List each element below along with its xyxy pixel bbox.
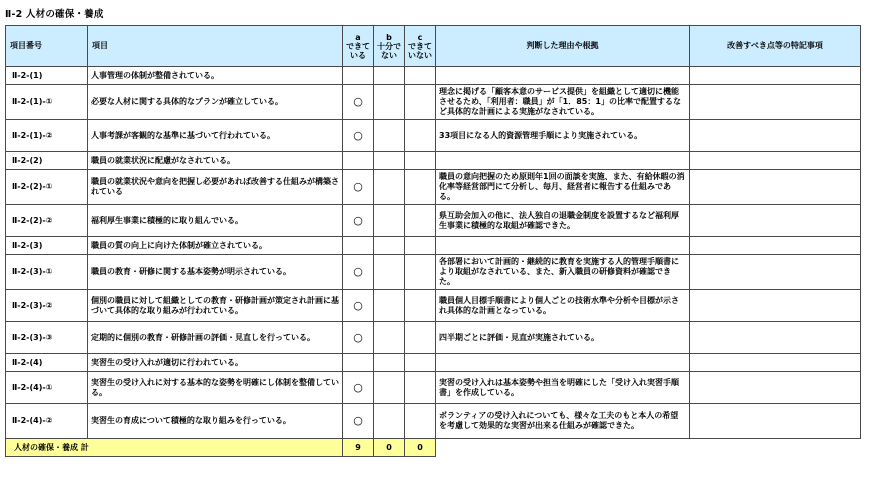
- header-row: [6, 26, 861, 67]
- total-label: 人材の確保・養成 計: [6, 439, 343, 457]
- mark-a: ○: [343, 85, 374, 120]
- header-a-line2: いる: [350, 50, 366, 60]
- mark-b: [374, 85, 405, 120]
- row-id: Ⅱ-2-(3): [6, 237, 88, 255]
- table-row: [6, 255, 861, 290]
- mark-c: [405, 85, 436, 120]
- table-row: [6, 120, 861, 152]
- mark-c: [405, 372, 436, 404]
- mark-a: ○: [343, 404, 374, 439]
- total-row: [6, 439, 861, 457]
- section-title: Ⅱ-2 人材の確保・養成: [5, 9, 104, 20]
- mark-c: [405, 354, 436, 372]
- mark-a: [343, 152, 374, 170]
- row-text: 必要な人材に関する具体的なプランが確立している。: [88, 85, 343, 120]
- mark-b: [374, 404, 405, 439]
- mark-c: [405, 255, 436, 290]
- header-id: 項目番号: [6, 26, 88, 67]
- mark-a: [343, 237, 374, 255]
- mark-a: ○: [343, 205, 374, 237]
- row-improve: [690, 404, 861, 439]
- row-reason: 各部署において計画的・継続的に教育を実施する人的管理手順書により取組がなされている、また、新入職員の研修資料が確認できた。: [436, 255, 690, 290]
- header-c-line1: できて: [408, 41, 432, 51]
- mark-b: [374, 237, 405, 255]
- mark-b: [374, 322, 405, 354]
- row-id: Ⅱ-2-(4)-①: [6, 372, 88, 404]
- row-id: Ⅱ-2-(1)-①: [6, 85, 88, 120]
- row-id: Ⅱ-2-(3)-②: [6, 290, 88, 322]
- mark-c: [405, 152, 436, 170]
- row-improve: [690, 354, 861, 372]
- row-reason: 職員個人目標手順書により個人ごとの技術水準や分析や目標が示され具体的な計画となっている。: [436, 290, 690, 322]
- row-text: 職員の就業状況や意向を把握し必要があれば改善する仕組みが構築されている: [88, 170, 343, 205]
- row-text: 職員の教育・研修に関する基本姿勢が明示されている。: [88, 255, 343, 290]
- total-a: 9: [343, 439, 374, 457]
- header-a: [343, 26, 374, 67]
- total-b: 0: [374, 439, 405, 457]
- row-text: 福利厚生事業に積極的に取り組んでいる。: [88, 205, 343, 237]
- mark-a: [343, 67, 374, 85]
- row-reason: [436, 354, 690, 372]
- row-text: 個別の職員に対して組織としての教育・研修計画が策定され計画に基づいて具体的な取り組みが行われている。: [88, 290, 343, 322]
- table-row: [6, 354, 861, 372]
- row-text: 実習生の育成について積極的な取り組みを行っている。: [88, 404, 343, 439]
- mark-b: [374, 152, 405, 170]
- mark-b: [374, 290, 405, 322]
- mark-b: [374, 170, 405, 205]
- table-row: [6, 237, 861, 255]
- mark-c: [405, 205, 436, 237]
- mark-c: [405, 404, 436, 439]
- row-improve: [690, 152, 861, 170]
- total-c: 0: [405, 439, 436, 457]
- row-reason: [436, 67, 690, 85]
- mark-c: [405, 290, 436, 322]
- total-blank: [690, 439, 861, 457]
- mark-c: [405, 67, 436, 85]
- row-text: 実習生の受け入れに対する基本的な姿勢を明確にし体制を整備している。: [88, 372, 343, 404]
- row-reason: [436, 152, 690, 170]
- mark-b: [374, 67, 405, 85]
- row-improve: [690, 237, 861, 255]
- mark-b: [374, 255, 405, 290]
- table-row: [6, 372, 861, 404]
- total-blank: [436, 439, 690, 457]
- row-text: 定期的に個別の教育・研修計画の評価・見直しを行っている。: [88, 322, 343, 354]
- row-reason: 理念に掲げる「顧客本意のサービス提供」を組織として適切に機能させるため、「利用者：職員」が「1．85：1」の比率で配置するなど具体的な計画による実施がなされている。: [436, 85, 690, 120]
- header-c-letter: c: [417, 32, 423, 42]
- row-id: Ⅱ-2-(1)-②: [6, 120, 88, 152]
- mark-a: ○: [343, 290, 374, 322]
- mark-a: ○: [343, 120, 374, 152]
- header-b-line1: 十分で: [377, 41, 401, 51]
- mark-c: [405, 120, 436, 152]
- row-text: 実習生の受け入れが適切に行われている。: [88, 354, 343, 372]
- header-a-line1: できて: [346, 41, 370, 51]
- mark-b: [374, 372, 405, 404]
- row-reason: 33項目になる人的資源管理手順により実施されている。: [436, 120, 690, 152]
- mark-b: [374, 205, 405, 237]
- mark-a: ○: [343, 255, 374, 290]
- header-c: [405, 26, 436, 67]
- table-row: [6, 67, 861, 85]
- row-text: 人事管理の体制が整備されている。: [88, 67, 343, 85]
- mark-a: ○: [343, 372, 374, 404]
- row-id: Ⅱ-2-(3)-③: [6, 322, 88, 354]
- row-reason: 県互助会加入の他に、法人独自の退職金制度を設置するなど福利厚生事業に積極的な取組が確認できた。: [436, 205, 690, 237]
- header-item: 項目: [88, 26, 343, 67]
- table-row: [6, 152, 861, 170]
- row-id: Ⅱ-2-(2)-②: [6, 205, 88, 237]
- row-id: Ⅱ-2-(4)-②: [6, 404, 88, 439]
- row-reason: 実習の受け入れは基本姿勢や担当を明確にした「受け入れ実習手順書」を作成している。: [436, 372, 690, 404]
- table-row: [6, 205, 861, 237]
- table-row: [6, 404, 861, 439]
- row-improve: [690, 322, 861, 354]
- row-id: Ⅱ-2-(1): [6, 67, 88, 85]
- table-row: [6, 170, 861, 205]
- mark-b: [374, 120, 405, 152]
- mark-c: [405, 237, 436, 255]
- row-improve: [690, 67, 861, 85]
- row-text: 職員の就業状況に配慮がなされている。: [88, 152, 343, 170]
- row-reason: 職員の意向把握のため原則年1回の面談を実施、また、有給休暇の消化率等経営部門にて分析し、毎月、経営者に報告する仕組みである。: [436, 170, 690, 205]
- header-b-line2: ない: [381, 50, 397, 60]
- row-improve: [690, 85, 861, 120]
- table-row: [6, 85, 861, 120]
- row-reason: ボランティアの受け入れについても、様々な工夫のもと本人の希望を考慮して効果的な実習が出来る仕組みが確認できた。: [436, 404, 690, 439]
- row-improve: [690, 290, 861, 322]
- row-improve: [690, 170, 861, 205]
- header-reason: 判断した理由や根拠: [436, 26, 690, 67]
- row-id: Ⅱ-2-(3)-①: [6, 255, 88, 290]
- header-improve: 改善すべき点等の特記事項: [690, 26, 861, 67]
- row-id: Ⅱ-2-(4): [6, 354, 88, 372]
- row-reason: 四半期ごとに評価・見直が実施されている。: [436, 322, 690, 354]
- header-b-letter: b: [386, 32, 392, 42]
- row-reason: [436, 237, 690, 255]
- mark-b: [374, 354, 405, 372]
- mark-a: ○: [343, 322, 374, 354]
- table-row: [6, 322, 861, 354]
- evaluation-table: [5, 25, 861, 457]
- row-id: Ⅱ-2-(2): [6, 152, 88, 170]
- mark-c: [405, 170, 436, 205]
- row-text: 人事考課が客観的な基準に基づいて行われている。: [88, 120, 343, 152]
- mark-c: [405, 322, 436, 354]
- header-a-letter: a: [355, 32, 361, 42]
- row-improve: [690, 372, 861, 404]
- header-c-line2: いない: [408, 50, 432, 60]
- row-improve: [690, 205, 861, 237]
- table-row: [6, 290, 861, 322]
- header-b: [374, 26, 405, 67]
- row-id: Ⅱ-2-(2)-①: [6, 170, 88, 205]
- mark-a: [343, 354, 374, 372]
- row-text: 職員の質の向上に向けた体制が確立されている。: [88, 237, 343, 255]
- row-improve: [690, 255, 861, 290]
- row-improve: [690, 120, 861, 152]
- mark-a: ○: [343, 170, 374, 205]
